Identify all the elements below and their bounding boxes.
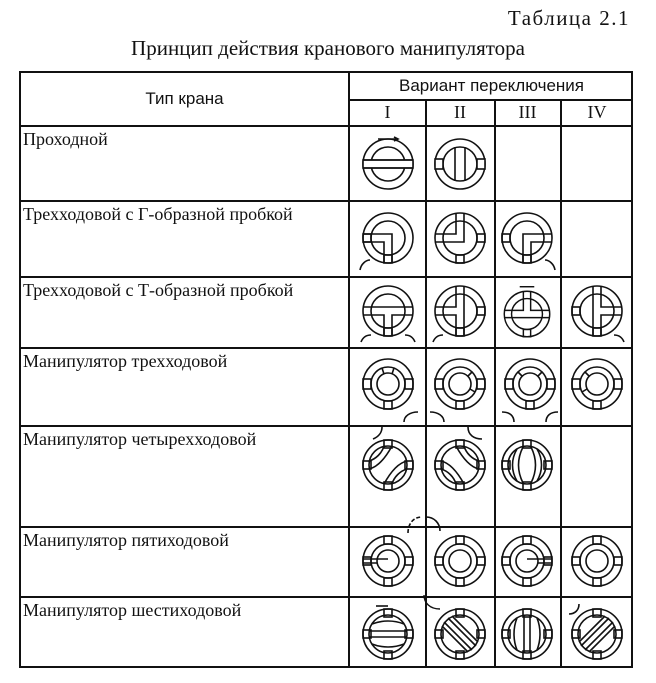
manipulator-5way-IV-icon xyxy=(570,534,624,592)
manipulator-6way-III-icon xyxy=(500,605,554,663)
row-label-manipulator-3way: Манипулятор трехходовой xyxy=(23,351,228,371)
divider xyxy=(348,73,350,666)
divider xyxy=(21,125,633,127)
row-label-3way-L-plug: Трехходовой с Г-образной пробкой xyxy=(23,204,293,224)
row-label-passthrough: Проходной xyxy=(23,129,108,149)
header-type-column: Тип крана xyxy=(145,89,224,108)
divider xyxy=(494,100,496,666)
valve-straight-horizontal-icon xyxy=(361,137,415,191)
header-variant-II: II xyxy=(454,102,466,122)
header-variant-IV: IV xyxy=(587,102,607,122)
divider xyxy=(21,200,633,202)
valve-T-plug-right-icon xyxy=(570,284,624,344)
valve-T-plug-left-icon xyxy=(433,284,487,344)
valve-T-plug-up-icon xyxy=(500,284,554,344)
valve-straight-vertical-icon xyxy=(433,137,487,191)
valve-table xyxy=(19,71,633,668)
divider xyxy=(21,596,633,598)
rotation-arc-icon xyxy=(420,593,450,623)
table-title: Принцип действия кранового манипулятора xyxy=(131,36,525,60)
divider xyxy=(21,276,633,278)
manipulator-4way-I-icon xyxy=(361,433,421,533)
row-label-3way-T-plug: Трехходовой с Т-образной пробкой xyxy=(23,280,294,300)
header-variant-III: III xyxy=(518,102,537,122)
table-number: Таблица 2.1 xyxy=(507,6,630,30)
manipulator-4way-III-icon xyxy=(500,433,554,533)
manipulator-4way-II-icon xyxy=(433,433,487,533)
row-label-manipulator-5way: Манипулятор пятиходовой xyxy=(23,530,229,550)
manipulator-3way-IV-icon xyxy=(570,357,624,417)
manipulator-3way-I-icon xyxy=(361,357,421,423)
valve-L-plug-I-icon xyxy=(361,211,415,271)
row-label-manipulator-4way: Манипулятор четырехходовой xyxy=(23,429,257,449)
divider xyxy=(21,347,633,349)
header-variant-I: I xyxy=(384,102,391,122)
manipulator-6way-IV-icon xyxy=(570,605,624,663)
valve-L-plug-II-icon xyxy=(433,211,487,271)
manipulator-5way-I-icon xyxy=(361,534,415,592)
divider xyxy=(560,100,562,666)
row-label-manipulator-6way: Манипулятор шестиходовой xyxy=(23,600,242,620)
valve-T-plug-down-icon xyxy=(361,284,415,344)
divider xyxy=(348,99,633,101)
header-variant-group: Вариант переключения xyxy=(399,76,584,95)
manipulator-6way-I-icon xyxy=(361,605,415,663)
divider xyxy=(425,100,427,666)
manipulator-5way-II-icon xyxy=(433,534,487,592)
valve-L-plug-III-icon xyxy=(500,211,560,271)
manipulator-5way-III-icon xyxy=(500,534,554,592)
divider xyxy=(21,425,633,427)
manipulator-3way-II-icon xyxy=(433,357,487,423)
manipulator-3way-III-icon xyxy=(500,357,560,423)
